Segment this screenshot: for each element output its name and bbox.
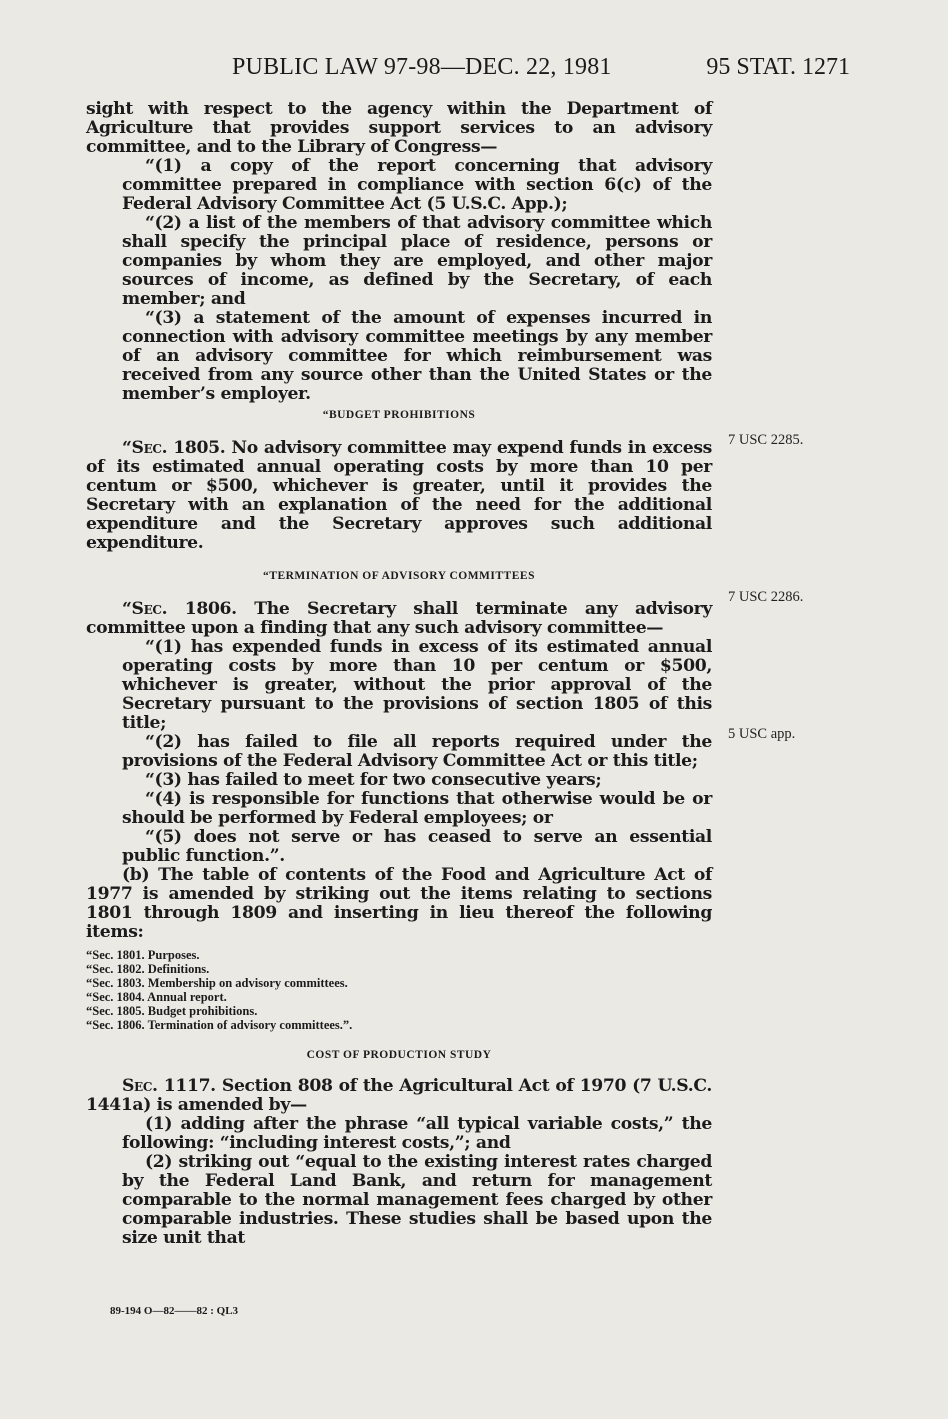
table-of-contents-items — [86, 948, 712, 1032]
toc-item: “Sec. 1805. Budget prohibitions. — [86, 1004, 258, 1018]
body-column — [86, 100, 712, 1248]
page-header — [0, 52, 948, 82]
section-text: The Secretary shall terminate any advisory committee upon a finding that any such advisory committee— — [86, 599, 712, 638]
paragraph-b: (b) The table of contents of the Food and Agriculture Act of 1977 is amended by striking out the items relating to sections 1801 through 1809 and inserting in lieu thereof the following items: — [86, 865, 712, 942]
list-item: “(5) does not serve or has ceased to serve an essential public function.”. — [122, 827, 712, 866]
toc-item: “Sec. 1806. Termination of advisory committees.”. — [86, 1018, 353, 1032]
list-item: “(1) a copy of the report concerning that advisory committee prepared in compliance with section 6(c) of the Federal Advisory Committee Act (5 U.S.C. App.); — [122, 156, 712, 214]
section-1117-paragraph — [86, 1077, 712, 1115]
section-label: Sec. 1117. — [122, 1076, 216, 1096]
list-item: “(3) a statement of the amount of expenses incurred in connection with advisory committee meetings by any member of an advisory committee for which reimbursement was received from any source other than the United States or the member’s employer. — [122, 308, 712, 404]
list-item: (2) striking out “equal to the existing interest rates charged by the Federal Land Bank, and return for management comparable to the normal management fees charged by other comparable industries. These studies shall be based upon the size unit that — [122, 1152, 712, 1248]
toc-item: “Sec. 1803. Membership on advisory committees. — [86, 976, 348, 990]
section-label: “Sec. 1806. — [122, 599, 237, 619]
list-item: “(1) has expended funds in excess of its estimated annual operating costs by more than 10 per centum or $500, whichever is greater, without the prior approval of the Secretary pursuant to the provisions of section 1805 of this title; — [122, 637, 712, 733]
section-text: Section 808 of the Agricultural Act of 1970 (7 U.S.C. 1441a) is amended by— — [86, 1076, 712, 1115]
print-jacket-footer: 89-194 O—82——82 : QL3 — [110, 1305, 239, 1317]
section-heading-cost-of-production: COST OF PRODUCTION STUDY — [306, 1049, 492, 1061]
toc-item: “Sec. 1802. Definitions. — [86, 962, 210, 976]
section-label: “Sec. 1805. — [122, 438, 226, 458]
running-head: PUBLIC LAW 97-98—DEC. 22, 1981 — [232, 54, 612, 80]
list-item: “(3) has failed to meet for two consecutive years; — [145, 770, 602, 790]
section-heading-budget: “BUDGET PROHIBITIONS — [322, 409, 476, 421]
margin-note-7-usc-2286: 7 USC 2286. — [728, 589, 804, 605]
list-item: “(2) has failed to file all reports required under the provisions of the Federal Advisory Committee Act or this title; — [122, 732, 712, 771]
list-item: (1) adding after the phrase “all typical variable costs,” the following: “including interest costs,”; and — [122, 1114, 712, 1153]
list-item: “(4) is responsible for functions that otherwise would be or should be performed by Federal employees; or — [122, 789, 712, 828]
section-text: No advisory committee may expend funds in excess of its estimated annual operating costs by more than 10 per centum or $500, whichever is greater, until it provides the Secretary with an explanation of the need for the additional expenditure and the Secretary approves such additional expenditure. — [86, 438, 713, 553]
section-1806-paragraph — [86, 600, 712, 638]
margin-note-5-usc-app: 5 USC app. — [728, 726, 796, 742]
list-item: “(2) a list of the members of that advisory committee which shall specify the principal place of residence, persons or companies by whom they are employed, and other major sources of income, as defined by the Secretary, of each member; and — [122, 213, 712, 309]
section-1805-paragraph — [86, 439, 712, 553]
margin-note-7-usc-2285: 7 USC 2285. — [728, 432, 804, 448]
section-heading-termination: “TERMINATION OF ADVISORY COMMITTEES — [263, 570, 535, 582]
statute-page-reference: 95 STAT. 1271 — [706, 54, 850, 80]
intro-paragraph: sight with respect to the agency within the Department of Agriculture that provides support services to an advisory committee, and to the Library of Congress— — [86, 99, 712, 157]
toc-item: “Sec. 1801. Purposes. — [86, 948, 200, 962]
toc-item: “Sec. 1804. Annual report. — [86, 990, 227, 1004]
